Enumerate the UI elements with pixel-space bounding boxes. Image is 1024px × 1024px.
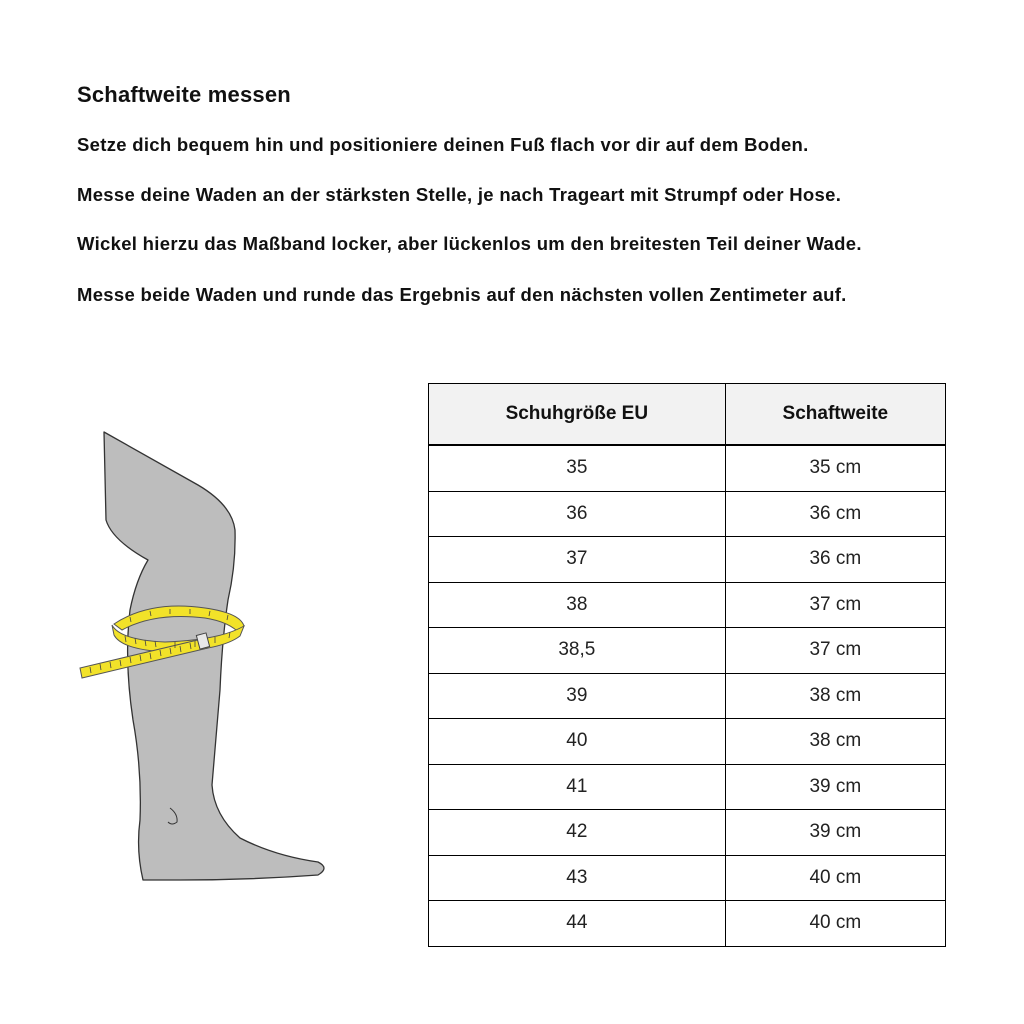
shoe-size-cell: 36 xyxy=(429,491,726,537)
shaft-width-cell: 35 cm xyxy=(725,445,945,491)
shaft-width-cell: 38 cm xyxy=(725,673,945,719)
table-header-row xyxy=(429,384,946,446)
page-title: Schaftweite messen xyxy=(77,82,291,107)
size-table xyxy=(428,383,946,947)
table-row xyxy=(429,445,946,491)
shoe-size-cell: 41 xyxy=(429,764,726,810)
shaft-width-cell: 36 cm xyxy=(725,537,945,583)
shoe-size-cell: 42 xyxy=(429,810,726,856)
shaft-width-cell: 38 cm xyxy=(725,719,945,765)
table-row xyxy=(429,719,946,765)
shaft-width-cell: 39 cm xyxy=(725,810,945,856)
shoe-size-cell: 39 xyxy=(429,673,726,719)
shoe-size-cell: 35 xyxy=(429,445,726,491)
shoe-size-cell: 38,5 xyxy=(429,628,726,674)
instruction-3: Wickel hierzu das Maßband locker, aber lückenlos um den breitesten Teil deiner Wade. xyxy=(77,233,862,254)
leg-with-measuring-tape-icon xyxy=(70,425,340,890)
shoe-size-cell: 37 xyxy=(429,537,726,583)
table-row xyxy=(429,901,946,947)
shoe-size-cell: 43 xyxy=(429,855,726,901)
shaft-width-cell: 40 cm xyxy=(725,855,945,901)
table-row xyxy=(429,537,946,583)
header-shoe-size: Schuhgröße EU xyxy=(429,384,726,446)
shaft-width-cell: 37 cm xyxy=(725,628,945,674)
table-row xyxy=(429,582,946,628)
table-row xyxy=(429,764,946,810)
instruction-2: Messe deine Waden an der stärksten Stelle, je nach Trageart mit Strumpf oder Hose. xyxy=(77,184,842,205)
table-row xyxy=(429,491,946,537)
header-shaft-width: Schaftweite xyxy=(725,384,945,446)
shoe-size-cell: 40 xyxy=(429,719,726,765)
table-row xyxy=(429,855,946,901)
table-row xyxy=(429,810,946,856)
shoe-size-cell: 44 xyxy=(429,901,726,947)
shoe-size-cell: 38 xyxy=(429,582,726,628)
shaft-width-cell: 40 cm xyxy=(725,901,945,947)
table-row xyxy=(429,628,946,674)
instruction-4: Messe beide Waden und runde das Ergebnis auf den nächsten vollen Zentimeter auf. xyxy=(77,284,847,305)
shaft-width-cell: 37 cm xyxy=(725,582,945,628)
instruction-1: Setze dich bequem hin und positioniere deinen Fuß flach vor dir auf dem Boden. xyxy=(77,134,809,155)
shaft-width-cell: 39 cm xyxy=(725,764,945,810)
table-row xyxy=(429,673,946,719)
shaft-width-cell: 36 cm xyxy=(725,491,945,537)
